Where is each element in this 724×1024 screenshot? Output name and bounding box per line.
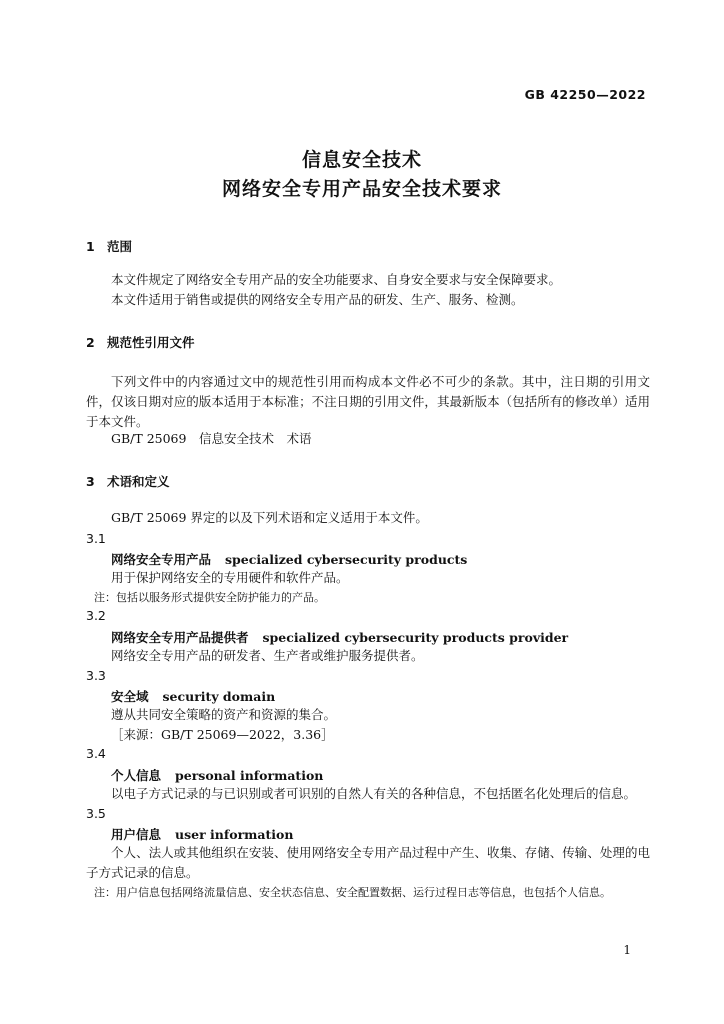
normative-reference: GB/T 25069 信息安全技术 术语 <box>111 431 312 446</box>
term-heading <box>111 825 293 843</box>
term-number: 3.3 <box>86 668 106 683</box>
section-1-paragraph-1: 本文件规定了网络安全专用产品的安全功能要求、自身安全要求与安全保障要求。 <box>111 272 562 287</box>
term-note: 注：包括以服务形式提供安全防护能力的产品。 <box>94 591 325 604</box>
term-en: personal information <box>175 768 324 783</box>
section-3-number: 3 <box>86 474 95 489</box>
term-definition: 遵从共同安全策略的资产和资源的集合。 <box>111 707 337 722</box>
term-number: 3.2 <box>86 608 106 623</box>
title-line-1: 信息安全技术 <box>301 149 422 171</box>
term-number: 3.1 <box>86 531 106 546</box>
section-1-number: 1 <box>86 239 95 254</box>
term-heading <box>111 628 568 646</box>
term-definition: 以电子方式记录的与已识别或者可识别的自然人有关的各种信息，不包括匿名化处理后的信息。 <box>111 786 637 801</box>
term-number: 3.5 <box>86 806 106 821</box>
section-2-title: 规范性引用文件 <box>107 335 195 350</box>
term-definition: 用于保护网络安全的专用硬件和软件产品。 <box>111 570 349 585</box>
term-zh: 网络安全专用产品 <box>111 552 212 567</box>
term-zh: 用户信息 <box>111 827 162 842</box>
term-definition: 个人、法人或其他组织在安装、使用网络安全专用产品过程中产生、收集、存储、传输、处理的电子方式记录的信息。 <box>86 845 650 880</box>
term-en: specialized cybersecurity products provider <box>262 630 569 645</box>
term-note: 注：用户信息包括网络流量信息、安全状态信息、安全配置数据、运行过程日志等信息，也包括个人信息。 <box>94 886 611 899</box>
term-number: 3.4 <box>86 746 106 761</box>
term-en: specialized cybersecurity products <box>225 552 468 567</box>
document-title <box>0 146 724 204</box>
term-zh: 网络安全专用产品提供者 <box>111 630 249 645</box>
title-line-2: 网络安全专用产品安全技术要求 <box>221 178 502 200</box>
term-zh: 个人信息 <box>111 768 162 783</box>
section-2-number: 2 <box>86 335 95 350</box>
term-definition: 网络安全专用产品的研发者、生产者或维护服务提供者。 <box>111 648 424 663</box>
section-2-heading <box>86 333 195 351</box>
section-1-title: 范围 <box>107 239 133 254</box>
term-heading <box>111 550 467 568</box>
section-3-intro: GB/T 25069 界定的以及下列术语和定义适用于本文件。 <box>111 510 428 525</box>
term-heading <box>111 687 275 705</box>
standard-code: GB 42250—2022 <box>524 87 646 102</box>
section-3-title: 术语和定义 <box>107 474 170 489</box>
section-3-heading <box>86 472 170 490</box>
term-zh: 安全域 <box>111 689 149 704</box>
section-1-paragraph-2: 本文件适用于销售或提供的网络安全专用产品的研发、生产、服务、检测。 <box>111 292 524 307</box>
term-heading <box>111 766 323 784</box>
term-en: security domain <box>162 689 276 704</box>
page-number: 1 <box>623 943 631 957</box>
section-2-paragraph: 下列文件中的内容通过文中的规范性引用而构成本文件必不可少的条款。其中，注日期的引用文件，仅该日期对应的版本适用于本标准；不注日期的引用文件，其最新版本（包括所有的修改单）适用于本文件。 <box>86 374 650 429</box>
term-en: user information <box>175 827 294 842</box>
section-1-heading <box>86 237 132 255</box>
term-source: ［来源：GB/T 25069—2022，3.36］ <box>111 727 334 742</box>
